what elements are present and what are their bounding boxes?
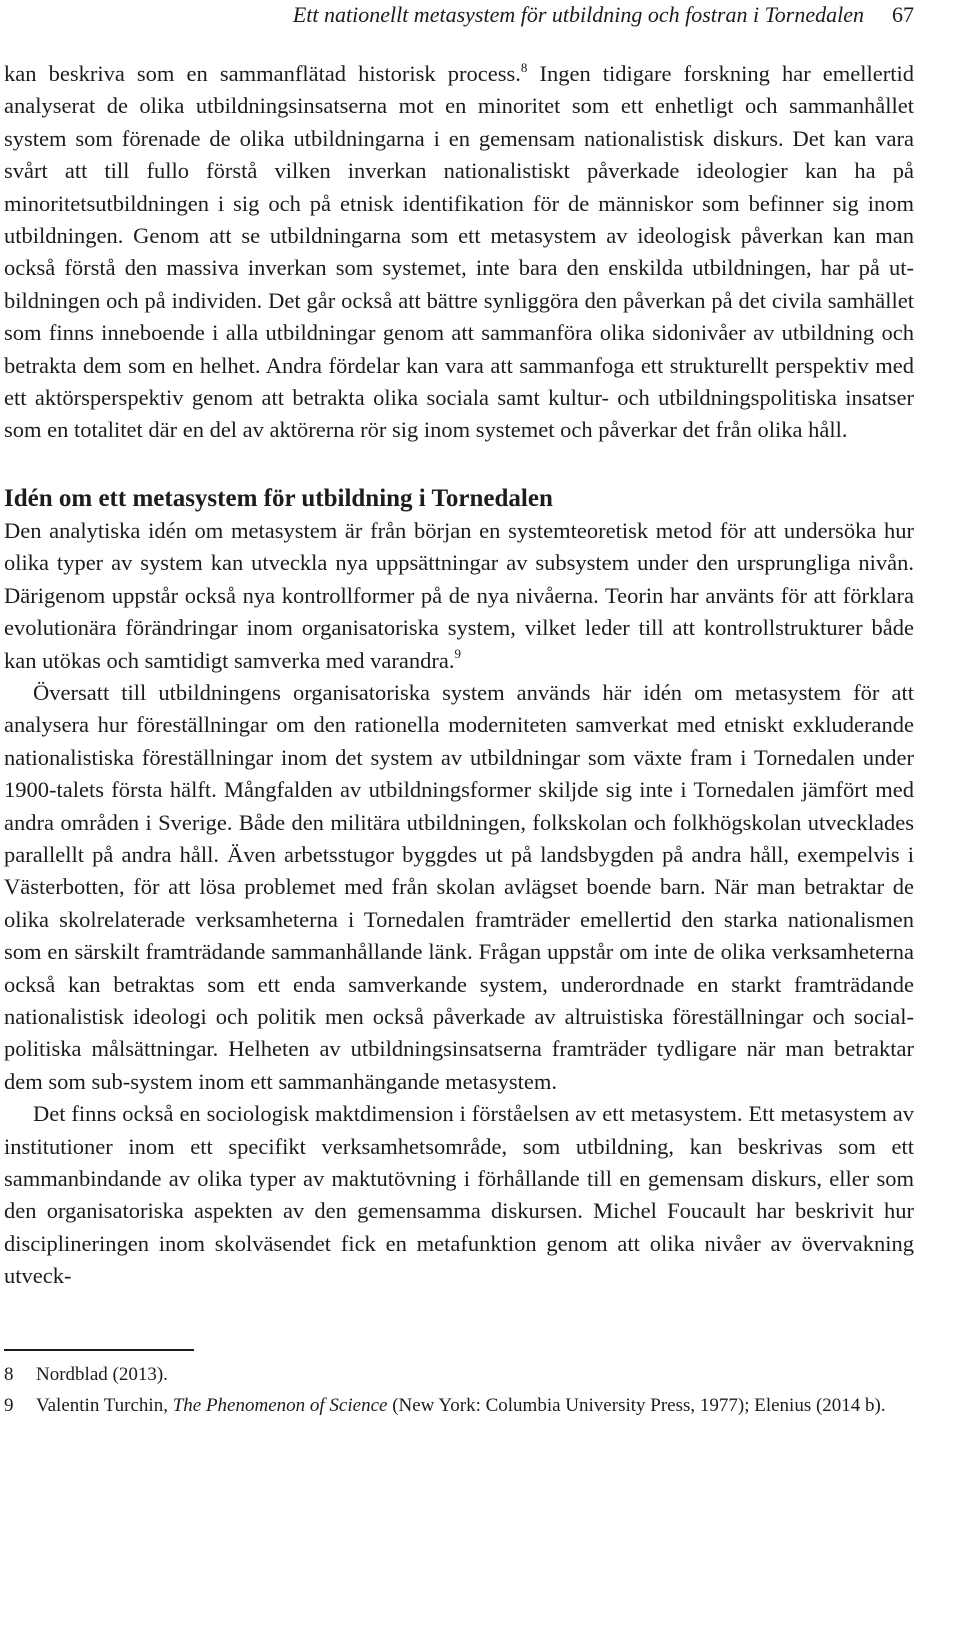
section-paragraph-1 <box>4 515 914 677</box>
footnote-divider <box>4 1349 194 1351</box>
footnote-text: Nordblad (2013). <box>36 1363 168 1385</box>
paragraph-text: kan beskriva som en sammanflätad historisk process. <box>4 61 521 86</box>
footnote-number: 9 <box>4 1394 14 1416</box>
footnote-9 <box>4 1392 914 1419</box>
footnote-ref-8[interactable]: 8 <box>520 59 528 75</box>
section-heading: Idén om ett metasystem för utbildning i Tornedalen <box>4 484 553 512</box>
footnote-ref-9[interactable]: 9 <box>454 646 461 661</box>
running-head <box>4 0 914 36</box>
footnote-8 <box>4 1361 914 1388</box>
section-paragraph-3: Det finns också en sociologisk maktdimension i förståelsen av ett metasystem. Ett metasystem av institutioner inom ett specifikt verksamhetsområde, som utbildning, kan beskrivas som ett sammanbindande av olika typer av maktutövning i förhållande till en gemensam diskurs, eller som den organisatoriska aspekten av den gemensamma diskursen. Michel Foucault har beskrivit hur disciplineringen inom skolväsendet fick en metafunktion genom att olika nivåer av övervakning utveck- <box>4 1101 914 1289</box>
paragraph-text: Ingen tidigare forskning har emellertid analyserat de olika utbildningsinsatserna mot en minoritet som ett enhetligt och sammanhållet system som förenade de olika utbildningarna i en gemensam nationalistisk diskurs. Det kan vara svårt att till fullo förstå vilken inverkan nationalistiskt påverkade ideologier kan ha på minoritetsutbildningen i sig och på etnisk identifikation för de människor som befinner sig inom utbildningen. Genom att se utbildningarna som ett metasystem av ideologisk påverkan kan man också förstå den massiva inverkan som systemet, inte bara den enskilda utbildningen, har på utbildningen och på individen. Det går också att bättre synliggöra den påverkan på det civila samhället som finns inneboende i alla utbildningar genom att sammanföra olika sidonivåer av utbildning och betrakta dem som en helhet. Andra fördelar kan vara att sammanfoga ett strukturellt perspektiv med ett aktörsperspektiv genom att betrakta olika sociala samt kultur- och utbildningspolitiska insatser som en totalitet där en del av aktörerna rör sig inom systemet och påverkar det från olika håll. <box>4 61 915 443</box>
footnote-text-part: (New York: Columbia University Press, 1977); Elenius (2014 b). <box>387 1394 886 1416</box>
body-paragraph-1 <box>4 58 914 447</box>
section-paragraph-2: Översatt till utbildningens organisatoriska system används här idén om metasystem för att analysera hur föreställningar om den rationella moderniteten samverkat med etniskt exkluderande nationalistiska föreställningar inom det system av utbildningar som växte fram i Tornedalen under 1900-talets första hälft. Mångfalden av utbildningsformer skiljde sig inte i Tornedalen jämfört med andra områden i Sverige. Både den militära utbildningen, folkskolan och folkhögskolan utvecklades parallellt på andra håll. Även arbetsstugor byggdes ut på landsbygden på andra håll, exempelvis i Västerbotten, för att lösa problemet med från skolan avlägset boende barn. När man betraktar de olika skolrelaterade verksamheterna i Tornedalen framträder emellertid den starka nationalismen som en särskilt framträdande sammanhållande länk. Frågan uppstår om inte de olika verksamheterna också kan betraktas som ett enda samverkande system, underordnade en starkt framträdande nationalistisk ideologi och politik men också påverkade av altruistiska föreställningar och socialpolitiska målsättningar. Helheten av utbildningsinsatserna framträder tydligare när man betraktar dem som sub-system inom ett sammanhängande metasystem. <box>4 679 914 1094</box>
footnote-text <box>36 1392 914 1419</box>
footnote-number: 8 <box>4 1363 14 1385</box>
running-head-title: Ett nationellt metasystem för utbildning och fostran i Tornedalen <box>292 2 864 27</box>
book-title: The Phenomenon of Science <box>172 1394 388 1416</box>
page-number: 67 <box>892 2 914 27</box>
paragraph-text: Den analytiska idén om metasystem är från början en systemteoretisk metod för att undersöka hur olika typer av system kan utveckla nya uppsättningar av subsystem under den ursprungliga nivån. Därigenom uppstår också nya kontrollformer på de nya nivåerna. Teorin har använts för att förklara evolutionära förändringar inom organisatoriska system, vilket leder till att kontrollstrukturer både kan utökas och samtidigt samverka med varandra. <box>4 517 914 673</box>
footnote-text-part: Valentin Turchin, <box>36 1394 173 1416</box>
